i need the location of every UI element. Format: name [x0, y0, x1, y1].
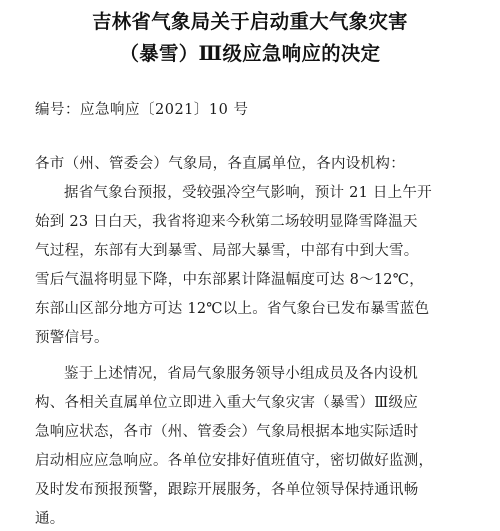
- paragraph-1-line: 雪后气温将明显下降，中东部累计降温幅度可达 8～12℃，: [35, 272, 425, 288]
- paragraph-1-line: 东部山区部分地方可达 12℃以上。省气象台已发布暴雪蓝色: [35, 301, 430, 317]
- salutation: 各市（州、管委会）气象局，各直属单位，各内设机构：: [35, 156, 405, 172]
- paragraph-2-line: 及时发布预报预警，跟踪开展服务，各单位领导保持通讯畅: [35, 482, 419, 498]
- document-title-line-2: （暴雪）Ⅲ级应急响应的决定: [119, 42, 381, 65]
- document-number: 编号：应急响应〔2021〕10 号: [35, 102, 249, 118]
- paragraph-1-line: 预警信号。: [35, 330, 109, 346]
- paragraph-1-line: 据省气象台预报，受较强冷空气影响，预计 21 日上午开: [64, 185, 432, 201]
- paragraph-1-line: 气过程，东部有大到暴雪、局部大暴雪，中部有中到大雪。: [35, 243, 419, 259]
- paragraph-2-line: 启动相应应急响应。各单位安排好值班值守，密切做好监测，: [35, 453, 434, 469]
- paragraph-2-line: 鉴于上述情况，省局气象服务领导小组成员及各内设机: [64, 366, 418, 382]
- document-title-line-1: 吉林省气象局关于启动重大气象灾害: [92, 10, 408, 33]
- paragraph-1-line: 始到 23 日白天，我省将迎来今秋第二场较明显降雪降温天: [35, 214, 418, 230]
- paragraph-2-line: 急响应状态，各市（州、管委会）气象局根据本地实际适时: [35, 424, 419, 440]
- paragraph-2-line: 构、各相关直属单位立即进入重大气象灾害（暴雪）Ⅲ级应: [35, 395, 418, 411]
- paragraph-2-line: 通。: [35, 511, 65, 527]
